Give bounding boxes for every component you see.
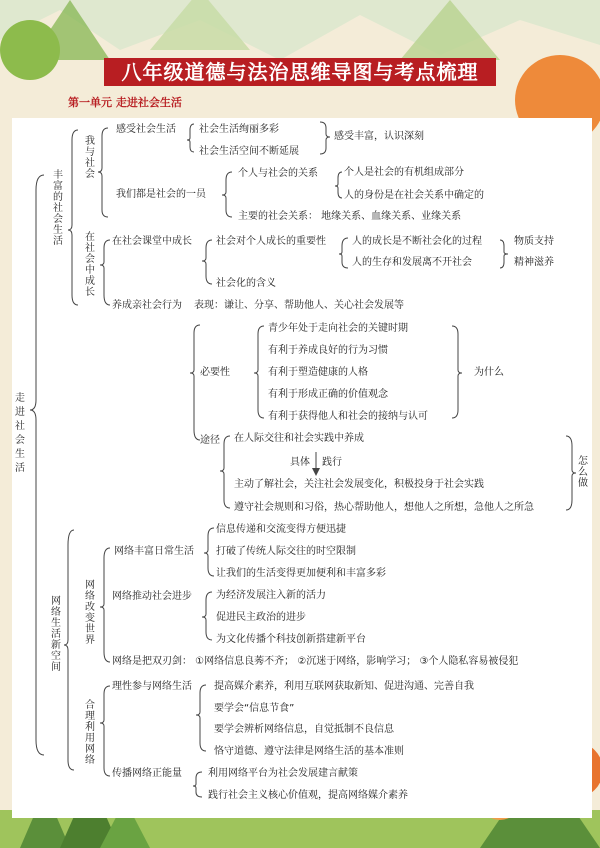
feel-result: 感受丰富，认识深刻	[334, 131, 424, 142]
node-network-changes-world: 网络改变世界	[85, 580, 95, 646]
node-rational-participation: 理性参与网络生活	[112, 681, 192, 692]
necessity-item-2: 有利于养成良好的行为习惯	[268, 345, 388, 356]
page-title: 八年级道德与法治思维导图与考点梳理	[104, 58, 496, 86]
person-item-1: 个人是社会的有机组成部分	[344, 167, 464, 178]
person-item-2: 人的身份是在社会关系中确定的	[344, 190, 484, 201]
label-practice: 践行	[322, 457, 342, 468]
node-positive-energy: 传播网络正能量	[112, 768, 182, 779]
node-grow-in-society: 在社会中成长	[85, 232, 95, 298]
node-necessity: 必要性	[200, 367, 230, 378]
progress-item-3: 为文化传播个科技创新搭建新平台	[216, 634, 366, 645]
node-social-classroom: 在社会课堂中成长	[112, 236, 192, 247]
label-why: 为什么	[474, 367, 504, 378]
support-spiritual: 精神滋养	[514, 257, 554, 268]
feel-item-1: 社会生活绚丽多彩	[199, 124, 279, 135]
node-double-edged: 网络是把双刃剑： ①网络信息良莠不齐； ②沉迷于网络，影响学习； ③个人隐私容易被侵犯	[112, 656, 519, 667]
progress-item-2: 促进民主政治的进步	[216, 612, 306, 623]
node-rational-use: 合理利用网络	[85, 700, 95, 766]
rational-item-4: 恪守道德、遵守法律是网络生活的基本准则	[214, 746, 404, 757]
daily-item-3: 让我们的生活变得更加便利和丰富多彩	[216, 568, 386, 579]
node-promote-progress: 网络推动社会进步	[112, 591, 192, 602]
progress-item-1: 为经济发展注入新的活力	[216, 590, 326, 601]
path-item-1: 在人际交往和社会实践中养成	[234, 433, 364, 444]
path-item-2: 主动了解社会，关注社会发展变化，积极投身于社会实践	[234, 479, 484, 490]
rational-item-1: 提高媒介素养，利用互联网获取新知、促进沟通、完善自我	[214, 681, 474, 692]
branch-rich-social-life: 丰富的社会生活	[53, 170, 63, 247]
rational-item-2: 要学会“信息节食”	[214, 703, 295, 714]
node-socialization: 社会化的含义	[216, 278, 276, 289]
rational-item-3: 要学会辨析网络信息，自觉抵制不良信息	[214, 724, 394, 735]
spread-item-1: 利用网络平台为社会发展建言献策	[208, 768, 358, 779]
prosocial-desc: 表现：谦让、分享、帮助他人、关心社会发展等	[194, 300, 404, 311]
unit-heading: 第一单元 走进社会生活	[68, 96, 182, 109]
necessity-item-5: 有利于获得他人和社会的接纳与认可	[268, 411, 428, 422]
support-material: 物质支持	[514, 236, 554, 247]
importance-item-1: 人的成长是不断社会化的过程	[352, 236, 482, 247]
daily-item-2: 打破了传统人际交往的时空限制	[216, 546, 356, 557]
necessity-item-3: 有利于塑造健康的人格	[268, 367, 368, 378]
node-enrich-daily: 网络丰富日常生活	[114, 546, 194, 557]
necessity-item-4: 有利于形成正确的价值观念	[268, 389, 388, 400]
node-society-member: 我们都是社会的一员	[116, 189, 206, 200]
node-social-relations: 主要的社会关系： 地缘关系、血缘关系、业缘关系	[238, 211, 462, 222]
importance-item-2: 人的生存和发展离不开社会	[352, 257, 472, 268]
path-item-3: 遵守社会规则和习俗，热心帮助他人，想他人之所想，急他人之所急	[234, 502, 534, 513]
root-node: 走进社会生活	[15, 393, 25, 474]
necessity-item-1: 青少年处于走向社会的关键时期	[268, 323, 408, 334]
feel-item-2: 社会生活空间不断延展	[199, 146, 299, 157]
node-me-and-society: 我与社会	[85, 136, 95, 180]
branch-online-life: 网络生活新空间	[51, 596, 61, 673]
spread-item-2: 践行社会主义核心价值观，提高网络媒介素养	[208, 790, 408, 801]
node-importance: 社会对个人成长的重要性	[216, 236, 326, 247]
node-person-society: 个人与社会的关系	[238, 168, 318, 179]
node-path: 途径	[200, 435, 220, 446]
daily-item-1: 信息传递和交流变得方便迅捷	[216, 524, 346, 535]
node-prosocial: 养成亲社会行为	[112, 300, 182, 311]
node-feel-social-life: 感受社会生活	[116, 124, 176, 135]
label-concrete: 具体	[290, 457, 310, 468]
label-how: 怎么做	[578, 456, 588, 489]
